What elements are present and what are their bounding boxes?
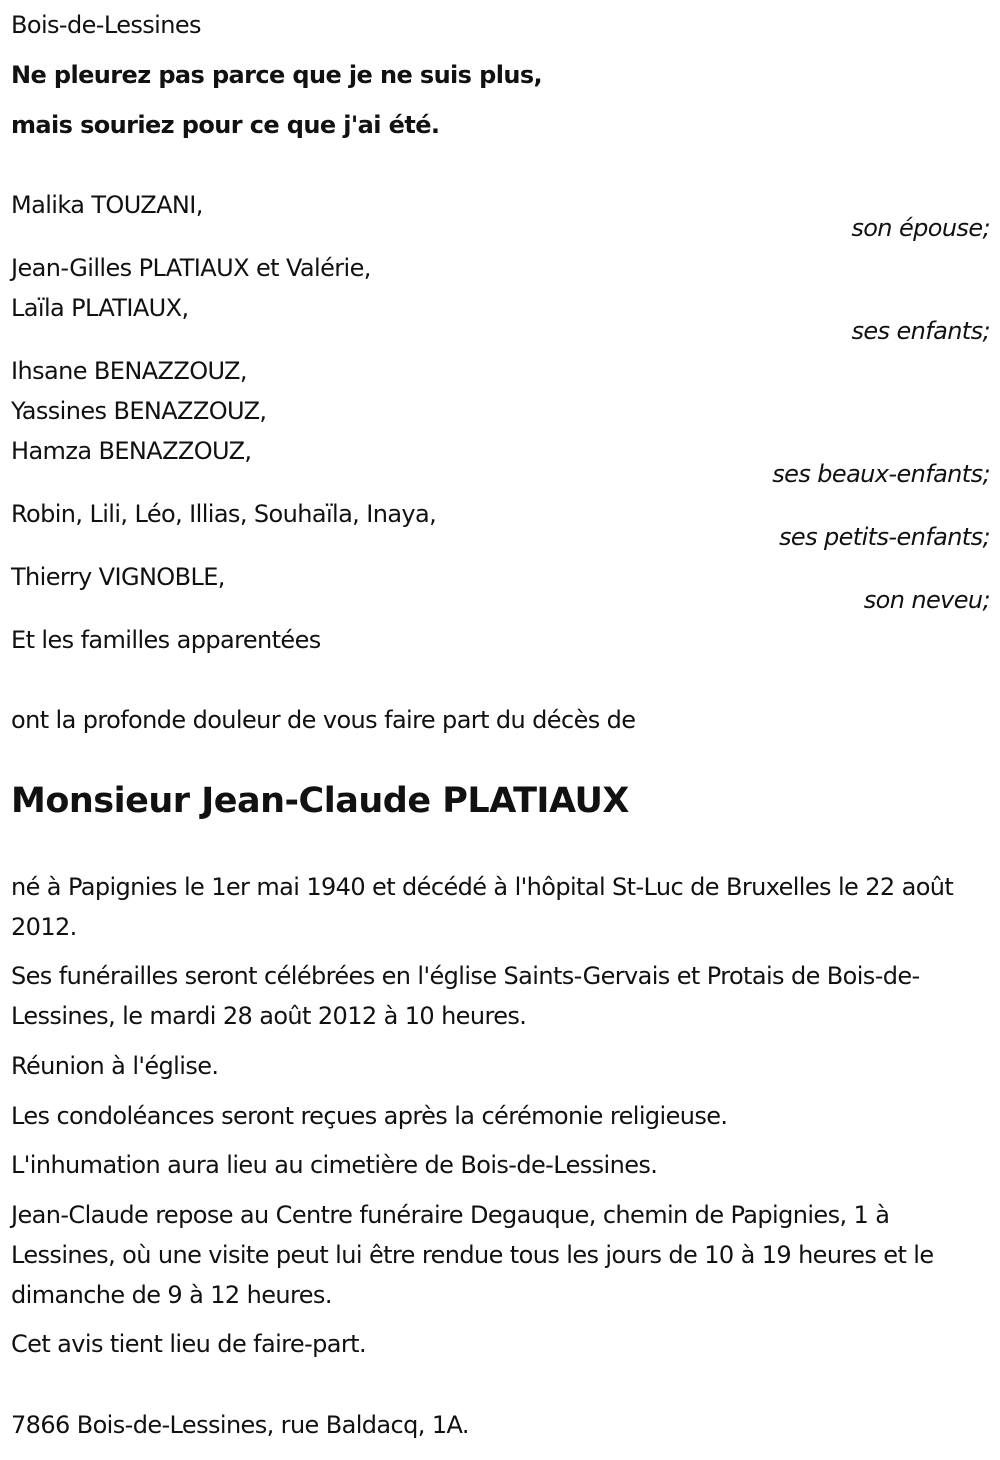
relation-label: ses beaux-enfants; <box>772 460 990 488</box>
quote-line-2: mais souriez pour ce que j'ai été. <box>11 111 440 139</box>
relation-label: son épouse; <box>851 214 990 242</box>
family-name: Robin, Lili, Léo, Illias, Souhaïla, Inaya, <box>11 500 437 528</box>
family-name: Ihsane BENAZZOUZ, <box>11 357 247 385</box>
relation-label: ses enfants; <box>851 317 990 345</box>
detail-burial: L'inhumation aura lieu au cimetière de Bois-de-Lessines. <box>11 1151 658 1179</box>
family-name: Yassines BENAZZOUZ, <box>11 397 267 425</box>
deceased-name: Monsieur Jean-Claude PLATIAUX <box>11 781 629 821</box>
families-line: Et les familles apparentées <box>11 626 321 654</box>
place-name: Bois-de-Lessines <box>11 11 201 39</box>
address: 7866 Bois-de-Lessines, rue Baldacq, 1A. <box>11 1411 469 1439</box>
family-name: Laïla PLATIAUX, <box>11 294 189 322</box>
relation-label: ses petits-enfants; <box>779 523 990 551</box>
detail-condolences: Les condoléances seront reçues après la cérémonie religieuse. <box>11 1102 728 1130</box>
detail-notice: Cet avis tient lieu de faire-part. <box>11 1330 366 1358</box>
family-name: Malika TOUZANI, <box>11 191 203 219</box>
relation-label: son neveu; <box>863 586 990 614</box>
detail-visitation: Jean-Claude repose au Centre funéraire Degauque, chemin de Papignies, 1 à Lessines, où une visite peut lui être rendue tous les jours de 10 à 19 heures et le dimanche de 9 à 12 heures. <box>11 1201 934 1309</box>
family-name: Jean-Gilles PLATIAUX et Valérie, <box>11 254 371 282</box>
announcement: ont la profonde douleur de vous faire part du décès de <box>11 706 636 734</box>
detail-meeting: Réunion à l'église. <box>11 1052 219 1080</box>
family-name: Thierry VIGNOBLE, <box>11 563 225 591</box>
detail-funeral: Ses funérailles seront célébrées en l'église Saints-Gervais et Protais de Bois-de-Lessines, le mardi 28 août 2012 à 10 heures. <box>11 962 920 1030</box>
detail-birth-death: né à Papignies le 1er mai 1940 et décédé à l'hôpital St-Luc de Bruxelles le 22 août 2012. <box>11 873 954 941</box>
family-name: Hamza BENAZZOUZ, <box>11 437 252 465</box>
quote-line-1: Ne pleurez pas parce que je ne suis plus, <box>11 61 543 89</box>
